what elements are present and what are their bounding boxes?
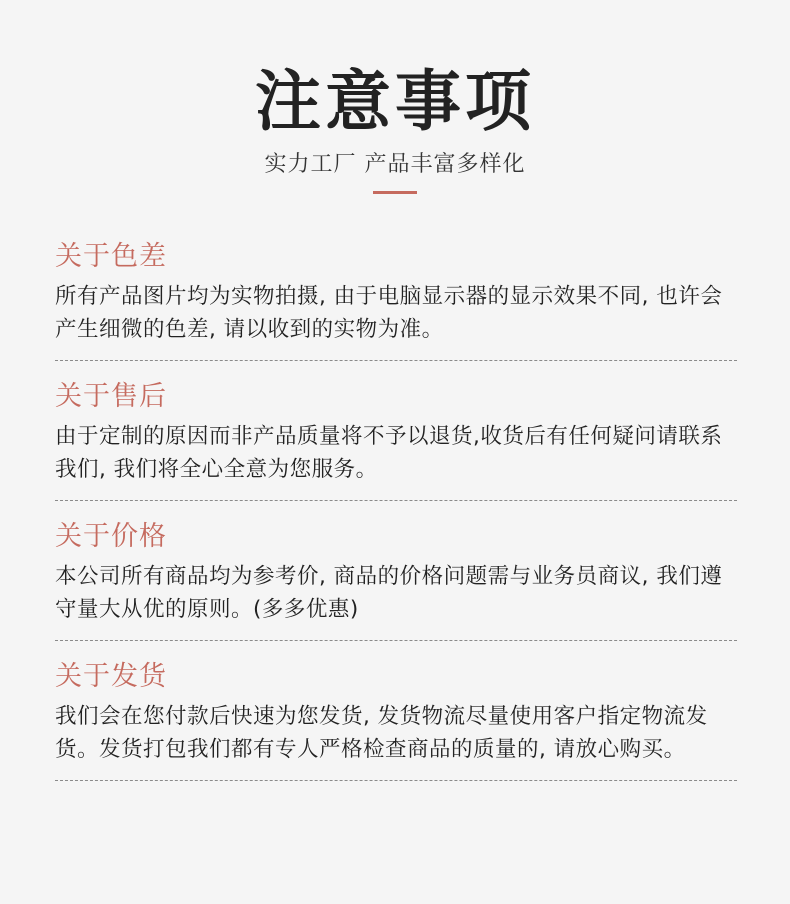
- section-price: [55, 518, 737, 658]
- page-title: 注意事项: [255, 63, 535, 140]
- section-body: 本公司所有商品均为参考价, 商品的价格问题需与业务员商议, 我们遵守量大从优的原则。(多多优惠): [55, 564, 723, 622]
- section-divider: [55, 780, 737, 781]
- section-divider: [55, 640, 737, 641]
- section-body: 由于定制的原因而非产品质量将不予以退货,收货后有任何疑问请联系我们, 我们将全心全意为您服务。: [55, 424, 723, 482]
- notice-sections: [55, 238, 737, 798]
- title-accent-bar: [373, 191, 417, 194]
- section-heading: 关于价格: [55, 521, 167, 552]
- section-body: 我们会在您付款后快速为您发货, 发货物流尽量使用客户指定物流发货。发货打包我们都有专人严格检查商品的质量的, 请放心购买。: [55, 704, 708, 762]
- page-subtitle: 实力工厂 产品丰富多样化: [264, 152, 526, 177]
- section-body: 所有产品图片均为实物拍摄, 由于电脑显示器的显示效果不同, 也许会产生细微的色差, 请以收到的实物为准。: [55, 284, 723, 342]
- section-heading: 关于发货: [55, 661, 167, 692]
- section-heading: 关于售后: [55, 381, 167, 412]
- section-color-difference: [55, 238, 737, 378]
- section-heading: 关于色差: [55, 241, 167, 272]
- section-divider: [55, 360, 737, 361]
- section-divider: [55, 500, 737, 501]
- section-shipping: [55, 658, 737, 798]
- section-after-sales: [55, 378, 737, 518]
